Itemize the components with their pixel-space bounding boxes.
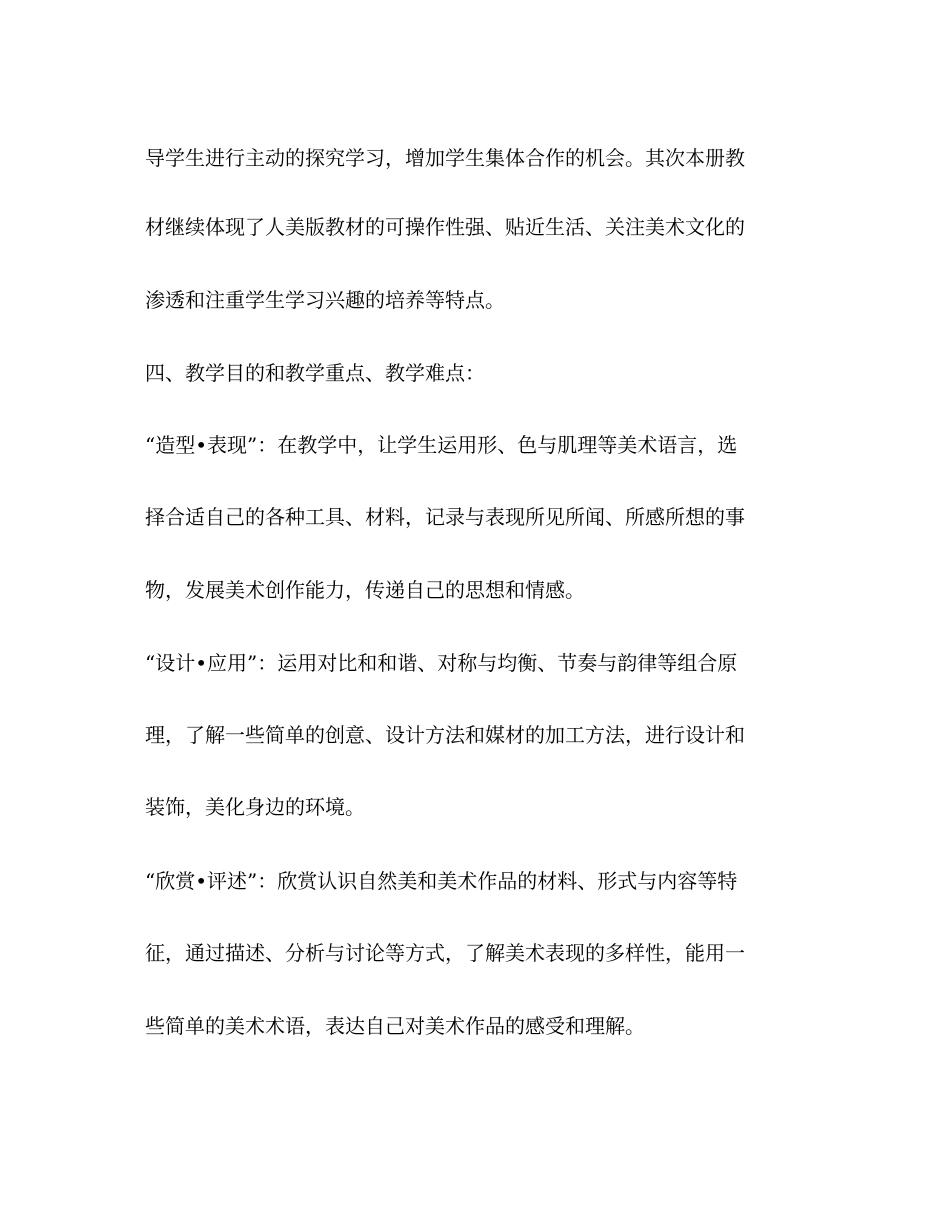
paragraph-line: “欣赏•评述”：欣赏认识自然美和美术作品的材料、形式与内容等特 bbox=[145, 869, 738, 893]
section-heading: 四、教学目的和教学重点、教学难点： bbox=[145, 361, 485, 385]
paragraph-line: 择合适自己的各种工具、材料，记录与表现所见所闻、所感所想的事 bbox=[145, 505, 745, 529]
paragraph-line: 理，了解一些简单的创意、设计方法和媒材的加工方法，进行设计和 bbox=[145, 723, 745, 747]
paragraph-line: 物，发展美术创作能力，传递自己的思想和情感。 bbox=[145, 578, 585, 602]
paragraph-line: 材继续体现了人美版教材的可操作性强、贴近生活、关注美术文化的 bbox=[145, 215, 745, 239]
paragraph-line: “造型•表现”：在教学中，让学生运用形、色与肌理等美术语言，选 bbox=[145, 433, 738, 457]
paragraph-line: 些简单的美术术语，表达自己对美术作品的感受和理解。 bbox=[145, 1014, 645, 1038]
paragraph-line: 征，通过描述、分析与讨论等方式，了解美术表现的多样性，能用一 bbox=[145, 941, 745, 965]
paragraph-line: 导学生进行主动的探究学习，增加学生集体合作的机会。其次本册教 bbox=[145, 146, 745, 170]
paragraph-line: “设计•应用”：运用对比和和谐、对称与均衡、节奏与韵律等组合原 bbox=[145, 651, 738, 675]
paragraph-line: 装饰，美化身边的环境。 bbox=[145, 795, 365, 819]
paragraph-line: 渗透和注重学生学习兴趣的培养等特点。 bbox=[145, 288, 505, 312]
